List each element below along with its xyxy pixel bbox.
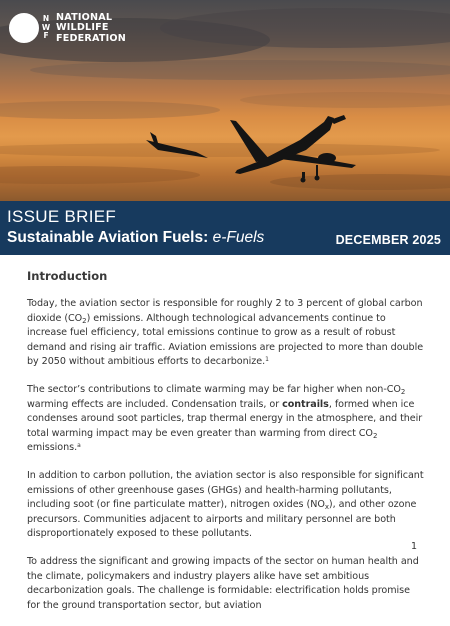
footnote-reference[interactable]: a <box>77 442 81 450</box>
document-body <box>27 269 425 626</box>
paragraph: To address the significant and growing impacts of the sector on human health and the climate, policymakers and industry players alike have set ambitious decarbonization goals. The challenge is formidable: electrification holds promise for the ground transportation sector, but aviation <box>27 555 419 611</box>
footnote-reference[interactable]: 1 <box>265 356 269 364</box>
paragraph: In addition to carbon pollution, the aviation sector is also responsible for significant emissions of other greenhouse gases (GHGs) and health-harming pollutants, including soot (or fine particulate matter), nitrogen oxides $(NO_x)$, and other ozone precursors. Communities adjacent to airports and military personnel are both disproportionately exposed to these pollutants. <box>27 469 424 540</box>
document-type-label: ISSUE BRIEF <box>7 207 117 226</box>
page-number: 1 <box>410 541 417 552</box>
nwf-abbrev: N W F <box>41 14 51 41</box>
section-heading-introduction: Introduction <box>27 269 108 283</box>
hero-image <box>0 0 450 201</box>
nwf-logo[interactable] <box>9 11 129 45</box>
issue-brief-banner <box>0 201 450 255</box>
document-title <box>7 229 264 247</box>
bold-term: contrails <box>282 398 329 410</box>
publication-date: DECEMBER 2025 <box>335 233 441 247</box>
paragraph: The sector’s contributions to climate warming may be far higher when non-$CO_2$ warming effects are included. Condensation trails, or contrails, formed when ice condenses around soot particles, trap thermal energy in the atmosphere, and their total warming impact may be even greater than warming from direct $CO_2$ emissions.$^a$ <box>27 383 423 454</box>
nwf-seal-icon <box>9 13 39 43</box>
document-title-sub: e-Fuels <box>212 229 265 246</box>
paragraph: Today, the aviation sector is responsible for roughly 2 to 3 percent of global carbon dioxide $(CO_2)$ emissions. Although technological advancements continue to increase fuel efficiency, total emissions continue to grow as a result of robust demand and rising air traffic. Aviation emissions are projected to more than double by 2050 without ambitious efforts to decarbonize.$^1$ <box>27 298 424 368</box>
document-title-main: Sustainable Aviation Fuels: <box>7 229 209 246</box>
organization-name: NATIONAL WILDLIFE FEDERATION <box>56 12 126 44</box>
